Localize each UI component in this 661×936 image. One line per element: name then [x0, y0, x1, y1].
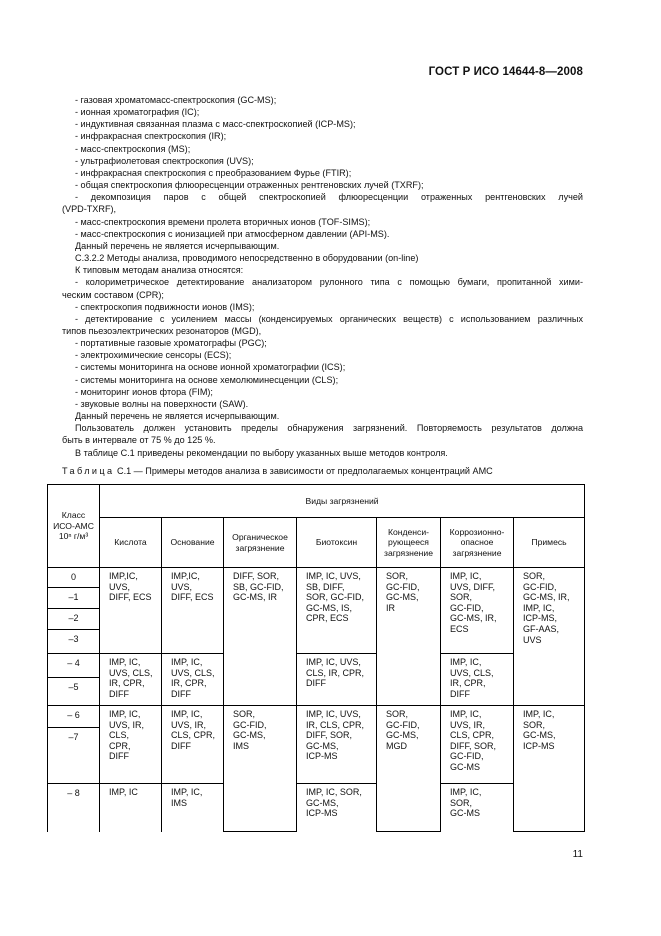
- method-line: UVS, CLS,: [109, 667, 153, 678]
- method-line: CLS,: [109, 730, 130, 741]
- list-item-vpd-txrf: - декомпозиция паров с общей спектроскопией флюоресценции отраженных рентгеновских лучей: [75, 192, 583, 203]
- method-line: IMP, IC,: [109, 657, 141, 667]
- g3-biotoxin: [297, 706, 377, 784]
- method-line: GC-FID,: [233, 719, 267, 730]
- method-line: DIFF, ECS: [171, 592, 214, 603]
- method-line: GC-MS, IR,: [450, 613, 497, 624]
- method-line: SOR,: [523, 571, 546, 581]
- typical-intro: К типовым методам анализа относятся:: [75, 265, 244, 276]
- g3-base: [162, 706, 224, 784]
- list-item: - инфракрасная спектроскопия (IR);: [75, 131, 227, 142]
- table-caption-text: С.1 — Примеры методов анализа в зависимости от предполагаемых концентраций АМС: [117, 466, 493, 476]
- g1-organic: [224, 568, 297, 706]
- list-item: - инфракрасная спектроскопия с преобразованием Фурье (FTIR);: [75, 167, 352, 178]
- user-paragraph: Пользователь должен установить пределы обнаружения загрязнений. Повторяемость результатов должна: [75, 423, 583, 434]
- method-line: DIFF: [109, 688, 129, 699]
- page-number: 11: [572, 849, 583, 860]
- column-header-line: Коррозионно-: [449, 526, 505, 537]
- class-header-line3: 10ⁿ г/м³: [58, 531, 89, 542]
- column-header: [297, 518, 377, 568]
- method-line: IMS: [171, 797, 188, 808]
- class-minus-6: – 6: [48, 706, 100, 728]
- column-header-line: опасное: [460, 537, 494, 548]
- not-exhaustive-note-2: Данный перечень не является исчерпывающим.: [75, 411, 280, 422]
- column-header: [377, 518, 441, 568]
- g3-organic: [224, 706, 297, 832]
- method-line: GC-MS,: [523, 730, 556, 741]
- column-header: [441, 518, 514, 568]
- method-line: SB, GC-FID,: [233, 581, 284, 592]
- column-header: [514, 518, 585, 568]
- g2-biotoxin: [297, 654, 377, 706]
- class-minus-3: –3: [48, 630, 100, 654]
- table-caption-label: Таблица: [62, 466, 115, 476]
- not-exhaustive-note-1: Данный перечень не является исчерпывающим.: [75, 240, 280, 251]
- column-header: [162, 518, 224, 568]
- g3-condensable: [377, 706, 441, 832]
- column-header: [224, 518, 297, 568]
- list-item: - газовая хроматомасс-спектроскопия (GC-MS);: [75, 95, 277, 105]
- method-line: MGD: [386, 740, 407, 751]
- list-item-colorimetric-cont: ческим составом (CPR);: [62, 289, 164, 300]
- method-line: IMP, IC,: [109, 709, 141, 719]
- list-item: - системы мониторинга на основе хемолюминесценции (CLS);: [75, 374, 339, 385]
- g1-dopant: [514, 568, 585, 706]
- method-line: GC-FID,: [523, 581, 557, 592]
- method-line: UVS, CLS,: [171, 667, 215, 678]
- method-line: DIFF, SOR,: [306, 730, 353, 741]
- section-heading: С.3.2.2 Методы анализа, проводимого непосредственно в оборудовании (on-line): [75, 253, 419, 264]
- method-line: CPR, ECS: [306, 613, 349, 624]
- method-line: IMP, IC: [109, 787, 138, 797]
- g3-corrosive: [441, 706, 514, 784]
- column-header-line: Биотоксин: [315, 537, 358, 548]
- table-reference: В таблице С.1 приведены рекомендации по выбору указанных выше методов контроля.: [75, 447, 448, 458]
- body-text: [62, 94, 583, 459]
- method-line: GC-FID,: [450, 602, 484, 613]
- g1-corrosive: [441, 568, 514, 654]
- g2-acid: [100, 654, 162, 706]
- contamination-types-header: Виды загрязнений: [100, 485, 585, 518]
- methods-table: [47, 484, 585, 832]
- method-line: GC-MS,: [386, 592, 419, 603]
- method-line: SOR, GC-FID,: [306, 592, 364, 603]
- method-line: IMP, IC,: [171, 787, 203, 797]
- class-minus-1: –1: [48, 588, 100, 609]
- g4-acid: [100, 784, 162, 832]
- method-line: UVS, CLS,: [450, 667, 494, 678]
- method-line: IR, CPR,: [171, 678, 207, 689]
- list-item-colorimetric: - колориметрическое детектирование анализатором рулонного типа с помощью бумаги, пропитанной хими-: [75, 277, 583, 288]
- methods-list-2: [75, 337, 583, 410]
- list-item: - общая спектроскопия флюоресценции отраженных рентгеновских лучей (TXRF);: [75, 180, 424, 191]
- method-line: GC-MS,: [386, 730, 419, 741]
- method-line: GC-MS, IR: [233, 592, 277, 603]
- method-line: IMP, IC,: [523, 602, 555, 613]
- method-line: IMP, IC,: [450, 657, 482, 667]
- column-header-line: рующееся: [388, 537, 429, 548]
- method-line: SB, DIFF,: [306, 581, 345, 592]
- class-minus-7: –7: [48, 728, 100, 784]
- column-header-line: Кислота: [114, 537, 147, 548]
- method-line: CPR,: [109, 740, 131, 751]
- method-line: UVS, IR,: [450, 719, 486, 730]
- class-minus-4: – 4: [48, 654, 100, 678]
- method-line: GC-MS,: [306, 797, 339, 808]
- method-line: IMP, IC,: [450, 787, 482, 797]
- class-minus-8: – 8: [48, 784, 100, 832]
- method-line: UVS, IR,: [171, 719, 207, 730]
- method-line: ICP-MS: [306, 751, 338, 762]
- table-caption: [62, 466, 493, 476]
- method-line: IMP,IC,: [109, 571, 138, 581]
- class-header-line1: Класс: [61, 510, 86, 521]
- method-line: DIFF, ECS: [109, 592, 152, 603]
- method-line: GC-MS: [450, 808, 480, 819]
- class-minus-2: –2: [48, 609, 100, 630]
- method-line: SOR,: [233, 709, 256, 719]
- list-item: - ионная хроматография (IC);: [75, 107, 200, 118]
- method-line: SOR,: [450, 797, 473, 808]
- column-header-line: Органическое: [232, 531, 288, 542]
- list-item: - системы мониторинга на основе ионной хроматографии (ICS);: [75, 362, 346, 373]
- g1-biotoxin: [297, 568, 377, 654]
- method-line: ICP-MS: [523, 740, 555, 751]
- g2-base: [162, 654, 224, 706]
- g4-corrosive: [441, 784, 514, 832]
- method-line: DIFF, SOR,: [450, 740, 497, 751]
- list-item: - масс-спектроскопия (MS);: [75, 143, 191, 154]
- list-item-mass: - детектирование с усилением массы (конденсируемых органических веществ) с использованием различных: [75, 313, 583, 324]
- method-line: GC-FID,: [450, 751, 484, 762]
- list-item: - мониторинг ионов фтора (FIM);: [75, 386, 213, 397]
- method-line: SOR,: [386, 709, 409, 719]
- g4-base: [162, 784, 224, 832]
- method-line: IMP, IC,: [523, 709, 555, 719]
- method-line: GC-FID,: [386, 581, 420, 592]
- class-minus-5: –5: [48, 678, 100, 706]
- method-line: IMS: [233, 740, 250, 751]
- method-line: IMP, IC,: [450, 709, 482, 719]
- g1-condensable: [377, 568, 441, 706]
- user-paragraph-cont: быть в интервале от 75 % до 125 %.: [62, 435, 216, 446]
- column-header-line: Примесь: [531, 537, 567, 548]
- class-0: 0: [48, 568, 100, 588]
- method-line: SOR,: [386, 571, 409, 581]
- method-line: GC-MS,: [306, 740, 339, 751]
- method-line: GC-MS: [450, 761, 480, 772]
- method-line: IMP, IC, SOR,: [306, 787, 362, 797]
- g3-dopant: [514, 706, 585, 832]
- document-header: ГОСТ Р ИСО 14644-8—2008: [428, 66, 583, 78]
- method-line: GC-MS,: [233, 730, 266, 741]
- method-line: IR: [386, 602, 395, 613]
- list-item: - портативные газовые хроматографы (PGC);: [75, 338, 267, 349]
- column-header-line: Основание: [170, 537, 215, 548]
- method-line: IMP, IC,: [171, 709, 203, 719]
- g3-acid: [100, 706, 162, 784]
- method-line: UVS, DIFF,: [450, 581, 496, 592]
- methods-list-1: [75, 94, 583, 191]
- method-line: IR, CLS, CPR,: [306, 719, 365, 730]
- method-line: DIFF: [306, 678, 326, 689]
- method-line: ICP-MS,: [523, 613, 558, 624]
- column-header-line: загрязнение: [235, 542, 285, 553]
- method-line: UVS: [523, 634, 542, 645]
- method-line: DIFF: [109, 751, 129, 762]
- method-line: CLS, IR, CPR,: [306, 667, 365, 678]
- method-line: DIFF: [171, 740, 191, 751]
- method-line: IMP,IC,: [171, 571, 200, 581]
- method-line: CLS, CPR,: [171, 730, 216, 741]
- method-line: DIFF: [450, 688, 470, 699]
- method-line: ICP-MS: [306, 808, 338, 819]
- list-item: - ультрафиолетовая спектроскопия (UVS);: [75, 155, 254, 166]
- method-line: ECS: [450, 623, 469, 634]
- class-header: [48, 485, 100, 568]
- list-item-ims: - спектроскопия подвижности ионов (IMS);: [75, 301, 255, 312]
- methods-list-1-tail: [75, 216, 583, 240]
- list-item-mass-cont: типов пьезоэлектрических резонаторов (MGD),: [62, 325, 262, 336]
- g2-corrosive: [441, 654, 514, 706]
- column-header-line: Конденси-: [387, 526, 430, 537]
- method-line: DIFF: [171, 688, 191, 699]
- list-item-vpd-txrf-cont: (VPD-TXRF),: [62, 204, 117, 215]
- list-item: - звуковые волны на поверхности (SAW).: [75, 398, 249, 409]
- list-item: - индуктивная связанная плазма с масс-спектроскопией (ICP-MS);: [75, 119, 356, 130]
- method-line: SOR,: [450, 592, 473, 603]
- class-header-line2: ИСО-АМС: [53, 520, 94, 531]
- method-line: GC-MS, IR,: [523, 592, 570, 603]
- method-line: GC-FID,: [386, 719, 420, 730]
- g1-acid: [100, 568, 162, 654]
- column-header-line: загрязнение: [384, 547, 433, 558]
- method-line: UVS,: [109, 581, 131, 592]
- method-line: IMP, IC, UVS,: [306, 571, 361, 581]
- column-header: [100, 518, 162, 568]
- list-item: - масс-спектроскопия с ионизацией при атмосферном давлении (API-MS).: [75, 228, 390, 239]
- method-line: UVS, IR,: [109, 719, 145, 730]
- method-line: UVS,: [171, 581, 193, 592]
- method-line: IMP, IC, UVS,: [306, 657, 361, 667]
- method-line: CLS, CPR,: [450, 730, 495, 741]
- method-line: IMP, IC,: [171, 657, 203, 667]
- list-item: - масс-спектроскопия времени пролета вторичных ионов (TOF-SIMS);: [75, 216, 371, 227]
- method-line: SOR,: [523, 719, 546, 730]
- method-line: IR, CPR,: [450, 678, 486, 689]
- list-item: - электрохимические сенсоры (ECS);: [75, 350, 232, 361]
- method-line: IR, CPR,: [109, 678, 145, 689]
- method-line: DIFF, SOR,: [233, 571, 280, 581]
- g1-base: [162, 568, 224, 654]
- g4-biotoxin: [297, 784, 377, 832]
- method-line: IMP, IC, UVS,: [306, 709, 361, 719]
- column-header-line: загрязнение: [452, 547, 502, 558]
- method-line: IMP, IC,: [450, 571, 482, 581]
- method-line: GF-AAS,: [523, 623, 560, 634]
- method-line: GC-MS, IS,: [306, 602, 353, 613]
